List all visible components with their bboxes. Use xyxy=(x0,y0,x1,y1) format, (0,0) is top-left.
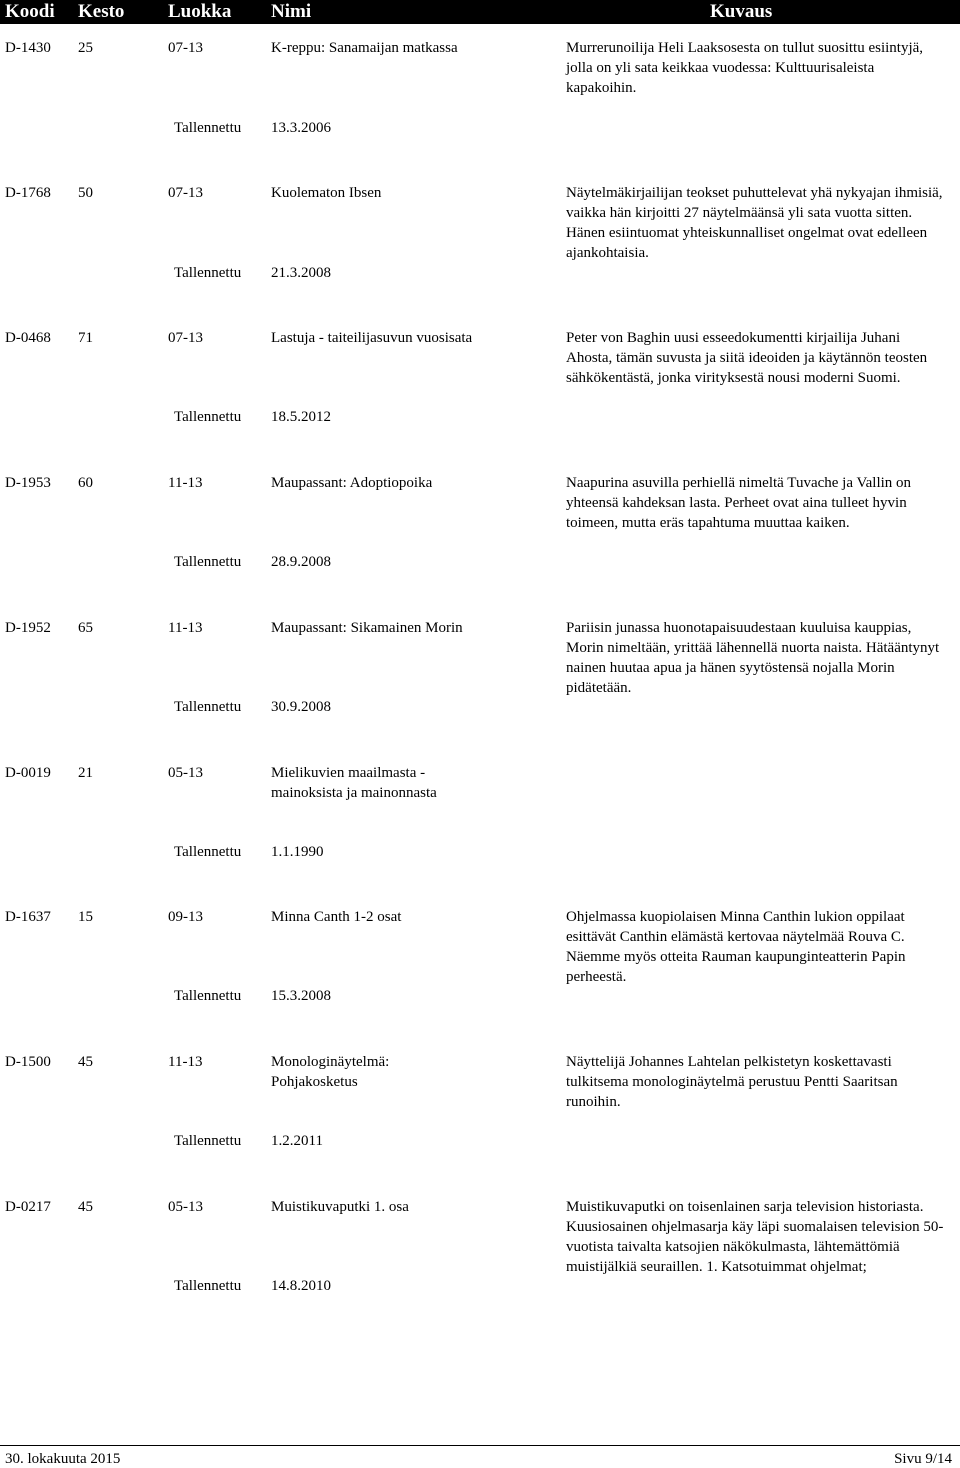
entry-duration: 45 xyxy=(78,1199,93,1215)
entry-name: Mielikuvien maailmasta - mainoksista ja mainonnasta xyxy=(271,765,437,801)
entry-code: D-0019 xyxy=(5,765,51,781)
entry-code: D-1768 xyxy=(5,185,51,201)
entry-duration: 21 xyxy=(78,765,93,781)
entry-code: D-1953 xyxy=(5,475,51,491)
entry-description: Naapurina asuvilla perhiellä nimeltä Tuvache ja Vallin on yhteensä kahdeksan lasta. Perheet ovat aina tulleet hyvin toimeen, mutta eräs tapahtuma muuttaa kaiken. xyxy=(566,475,912,531)
entry-description: Murrerunoilija Heli Laaksosesta on tullut suosittu esiintyjä, jolla on yli sata keikkaa vuodessa: Kulttuurisaleista kapakoihin. xyxy=(566,40,924,96)
entry-name: Maupassant: Sikamainen Morin xyxy=(271,620,463,636)
recorded-label: Tallennettu xyxy=(174,120,242,136)
entry-description: Muistikuvaputki on toisenlainen sarja television historiasta. Kuusiosainen ohjelmasarja käy läpi suomalaisen television 50-vuotista taivalta katsojien näkökulmasta, lähtemättömiä muistijälkiä seuraillen. 1. Katsotuimmat ohjelmat; xyxy=(566,1199,944,1275)
entry-class: 09-13 xyxy=(168,909,203,925)
recorded-date: 1.2.2011 xyxy=(271,1133,323,1149)
footer-date: 30. lokakuuta 2015 xyxy=(5,1451,121,1467)
entry-code: D-1500 xyxy=(5,1054,51,1070)
entry-code: D-1952 xyxy=(5,620,51,636)
entry-duration: 50 xyxy=(78,185,93,201)
entry-description: Peter von Baghin uusi esseedokumentti kirjailija Juhani Ahosta, tämän suvusta ja siitä ideoiden ja käytännön teosten sähkökentästä, jonka virityksestä nousi moderni Suomi. xyxy=(566,330,928,386)
recorded-label: Tallennettu xyxy=(174,1133,242,1149)
footer-divider xyxy=(0,1445,960,1446)
entry-class: 07-13 xyxy=(168,40,203,56)
entry-description: Näytelmäkirjailijan teokset puhuttelevat yhä nykyajan ihmisiä, vaikka hän kirjoitti 27 näytelmäänsä yli sata vuotta sitten. Hänen esiintuomat yhteiskunnalliset ongelmat ovat edelleen ajankohtaisia. xyxy=(566,185,943,261)
entry-class: 11-13 xyxy=(168,1054,203,1070)
recorded-date: 18.5.2012 xyxy=(271,409,331,425)
entry-duration: 15 xyxy=(78,909,93,925)
recorded-date: 21.3.2008 xyxy=(271,265,331,281)
header-koodi: Koodi xyxy=(5,1,55,22)
header-kesto: Kesto xyxy=(78,1,125,22)
entry-class: 11-13 xyxy=(168,475,203,491)
entry-code: D-1430 xyxy=(5,40,51,56)
entry-name: Muistikuvaputki 1. osa xyxy=(271,1199,409,1215)
recorded-label: Tallennettu xyxy=(174,988,242,1004)
entry-name: Maupassant: Adoptiopoika xyxy=(271,475,433,491)
entry-name: K-reppu: Sanamaijan matkassa xyxy=(271,40,458,56)
recorded-date: 15.3.2008 xyxy=(271,988,331,1004)
entry-name: Lastuja - taiteilijasuvun vuosisata xyxy=(271,330,473,346)
recorded-label: Tallennettu xyxy=(174,1278,242,1294)
table-header xyxy=(0,0,960,24)
recorded-date: 1.1.1990 xyxy=(271,844,324,860)
entry-description: Näyttelijä Johannes Lahtelan pelkistetyn koskettavasti tulkitsema monologinäytelmä perustuu Pentti Saaritsan runoihin. xyxy=(566,1054,898,1110)
entry-duration: 71 xyxy=(78,330,93,346)
entry-duration: 25 xyxy=(78,40,93,56)
entry-duration: 60 xyxy=(78,475,93,491)
entry-class: 11-13 xyxy=(168,620,203,636)
entry-duration: 45 xyxy=(78,1054,93,1070)
entry-class: 05-13 xyxy=(168,765,203,781)
recorded-label: Tallennettu xyxy=(174,699,242,715)
entry-code: D-0217 xyxy=(5,1199,51,1215)
entry-name: Kuolematon Ibsen xyxy=(271,185,382,201)
recorded-label: Tallennettu xyxy=(174,844,242,860)
entry-description: Ohjelmassa kuopiolaisen Minna Canthin lukion oppilaat esittävät Canthin elämästä kertovaa näytelmää Rouva C. Näemme myös otteita Rauman kaupunginteatterin Papin perheestä. xyxy=(566,909,906,985)
header-luokka: Luokka xyxy=(168,1,232,22)
recorded-label: Tallennettu xyxy=(174,409,242,425)
entry-class: 07-13 xyxy=(168,330,203,346)
entry-code: D-0468 xyxy=(5,330,51,346)
recorded-label: Tallennettu xyxy=(174,265,242,281)
entry-name: Monologinäytelmä: Pohjakosketus xyxy=(271,1054,390,1090)
page-number: Sivu 9/14 xyxy=(894,1451,952,1467)
header-kuvaus: Kuvaus xyxy=(710,1,773,22)
entry-class: 05-13 xyxy=(168,1199,203,1215)
entry-name: Minna Canth 1-2 osat xyxy=(271,909,402,925)
recorded-label: Tallennettu xyxy=(174,554,242,570)
recorded-date: 13.3.2006 xyxy=(271,120,331,136)
entry-description: Pariisin junassa huonotapaisuudestaan kuuluisa kauppias, Morin nimeltään, yrittää lähennellä nuorta naista. Hätääntynyt nainen huutaa apua ja hänen syytöstensä nojalla Morin pidätetään. xyxy=(566,620,940,696)
header-nimi: Nimi xyxy=(271,1,312,22)
recorded-date: 30.9.2008 xyxy=(271,699,331,715)
entry-duration: 65 xyxy=(78,620,93,636)
entry-class: 07-13 xyxy=(168,185,203,201)
entry-code: D-1637 xyxy=(5,909,51,925)
recorded-date: 28.9.2008 xyxy=(271,554,331,570)
recorded-date: 14.8.2010 xyxy=(271,1278,331,1294)
